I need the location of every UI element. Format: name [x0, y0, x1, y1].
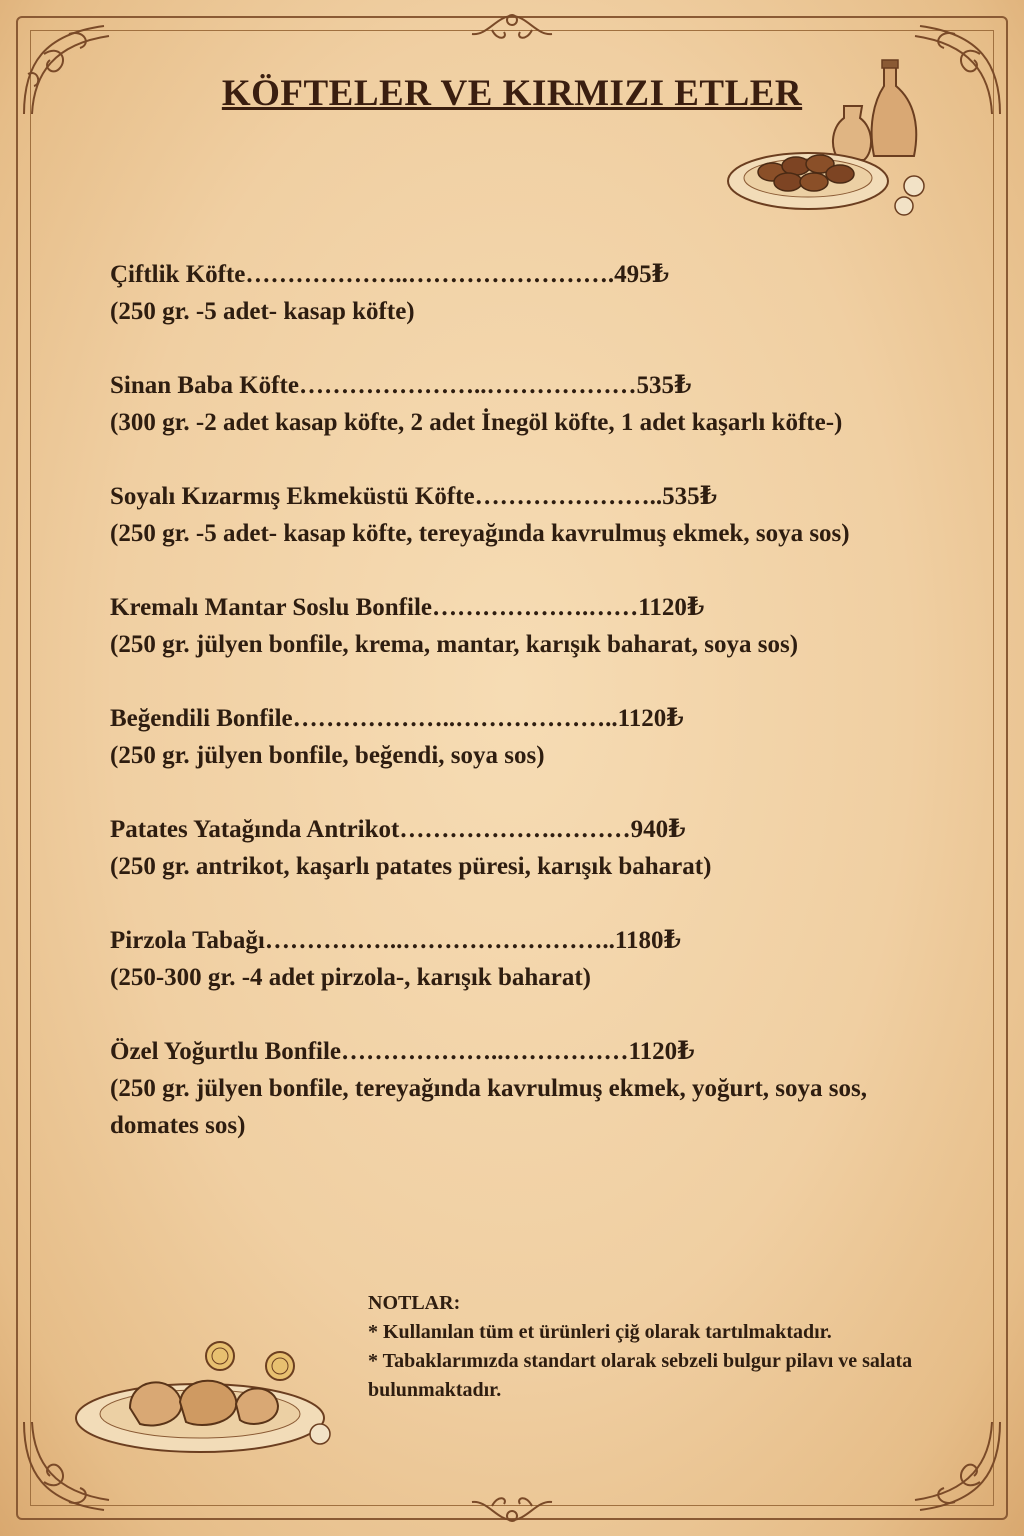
- item-dots: ………………..………………..: [292, 705, 618, 732]
- item-price: 535₺: [636, 372, 692, 399]
- item-price: 1120₺: [617, 705, 684, 732]
- item-name: Pirzola Tabağı: [110, 927, 265, 954]
- item-name: Patates Yatağında Antrikot: [110, 816, 400, 843]
- corner-ornament-bottom-right: [900, 1412, 1010, 1522]
- menu-item: [110, 811, 940, 885]
- item-price: 940₺: [630, 816, 686, 843]
- item-dots: ………………..……………: [341, 1038, 629, 1065]
- item-dots: …………………..………………: [298, 372, 637, 399]
- page-title: KÖFTELER VE KIRMIZI ETLER: [221, 73, 803, 114]
- item-description: (250 gr. -5 adet- kasap köfte): [110, 298, 415, 325]
- bottom-center-ornament: [462, 1480, 562, 1530]
- item-description: (300 gr. -2 adet kasap köfte, 2 adet İnegöl köfte, 1 adet kaşarlı köfte-): [110, 409, 843, 436]
- item-description: (250 gr. jülyen bonfile, tereyağında kavrulmuş ekmek, yoğurt, soya sos, domates sos): [110, 1075, 867, 1139]
- menu-item: [110, 256, 940, 330]
- notes-section: [368, 1289, 928, 1405]
- notes-heading: NOTLAR:: [368, 1292, 461, 1314]
- item-name: Soyalı Kızarmış Ekmeküstü Köfte: [110, 483, 475, 510]
- item-price: 1120₺: [638, 594, 705, 621]
- item-description: (250 gr. -5 adet- kasap köfte, tereyağında kavrulmuş ekmek, soya sos): [110, 520, 850, 547]
- item-dots: ……………….………: [399, 816, 631, 843]
- item-dots: ……………….……: [432, 594, 639, 621]
- menu-list: [110, 256, 940, 1144]
- item-description: (250 gr. jülyen bonfile, krema, mantar, karışık baharat, soya sos): [110, 631, 799, 658]
- item-description: (250-300 gr. -4 adet pirzola-, karışık baharat): [110, 964, 591, 991]
- item-name: Kremalı Mantar Soslu Bonfile: [110, 594, 432, 621]
- kofte-plate-illustration: [724, 56, 944, 226]
- chicken-plate-illustration: [70, 1338, 340, 1458]
- menu-item: [110, 589, 940, 663]
- note-line: * Tabaklarımızda standart olarak sebzeli bulgur pilavı ve salata bulunmaktadır.: [368, 1350, 913, 1401]
- menu-item: [110, 922, 940, 996]
- item-name: Özel Yoğurtlu Bonfile: [110, 1038, 342, 1065]
- item-name: Beğendili Bonfile: [110, 705, 293, 732]
- item-name: Çiftlik Köfte: [110, 261, 246, 288]
- item-description: (250 gr. jülyen bonfile, beğendi, soya sos): [110, 742, 545, 769]
- item-dots: ……………..……………………..: [264, 927, 615, 954]
- item-name: Sinan Baba Köfte: [110, 372, 299, 399]
- item-price: 535₺: [662, 483, 717, 510]
- item-description: (250 gr. antrikot, kaşarlı patates püresi, karışık baharat): [110, 853, 712, 880]
- menu-item: [110, 367, 940, 441]
- note-line: * Kullanılan tüm et ürünleri çiğ olarak tartılmaktadır.: [368, 1321, 832, 1343]
- menu-item: [110, 700, 940, 774]
- item-price: 1180₺: [614, 927, 681, 954]
- menu-item: [110, 478, 940, 552]
- item-price: 1120₺: [628, 1038, 695, 1065]
- item-dots: …………………..: [474, 483, 663, 510]
- item-dots: ………………..…………………….: [245, 261, 615, 288]
- item-price: 495₺: [614, 261, 670, 288]
- menu-item: [110, 1033, 940, 1144]
- top-center-ornament: [462, 6, 562, 56]
